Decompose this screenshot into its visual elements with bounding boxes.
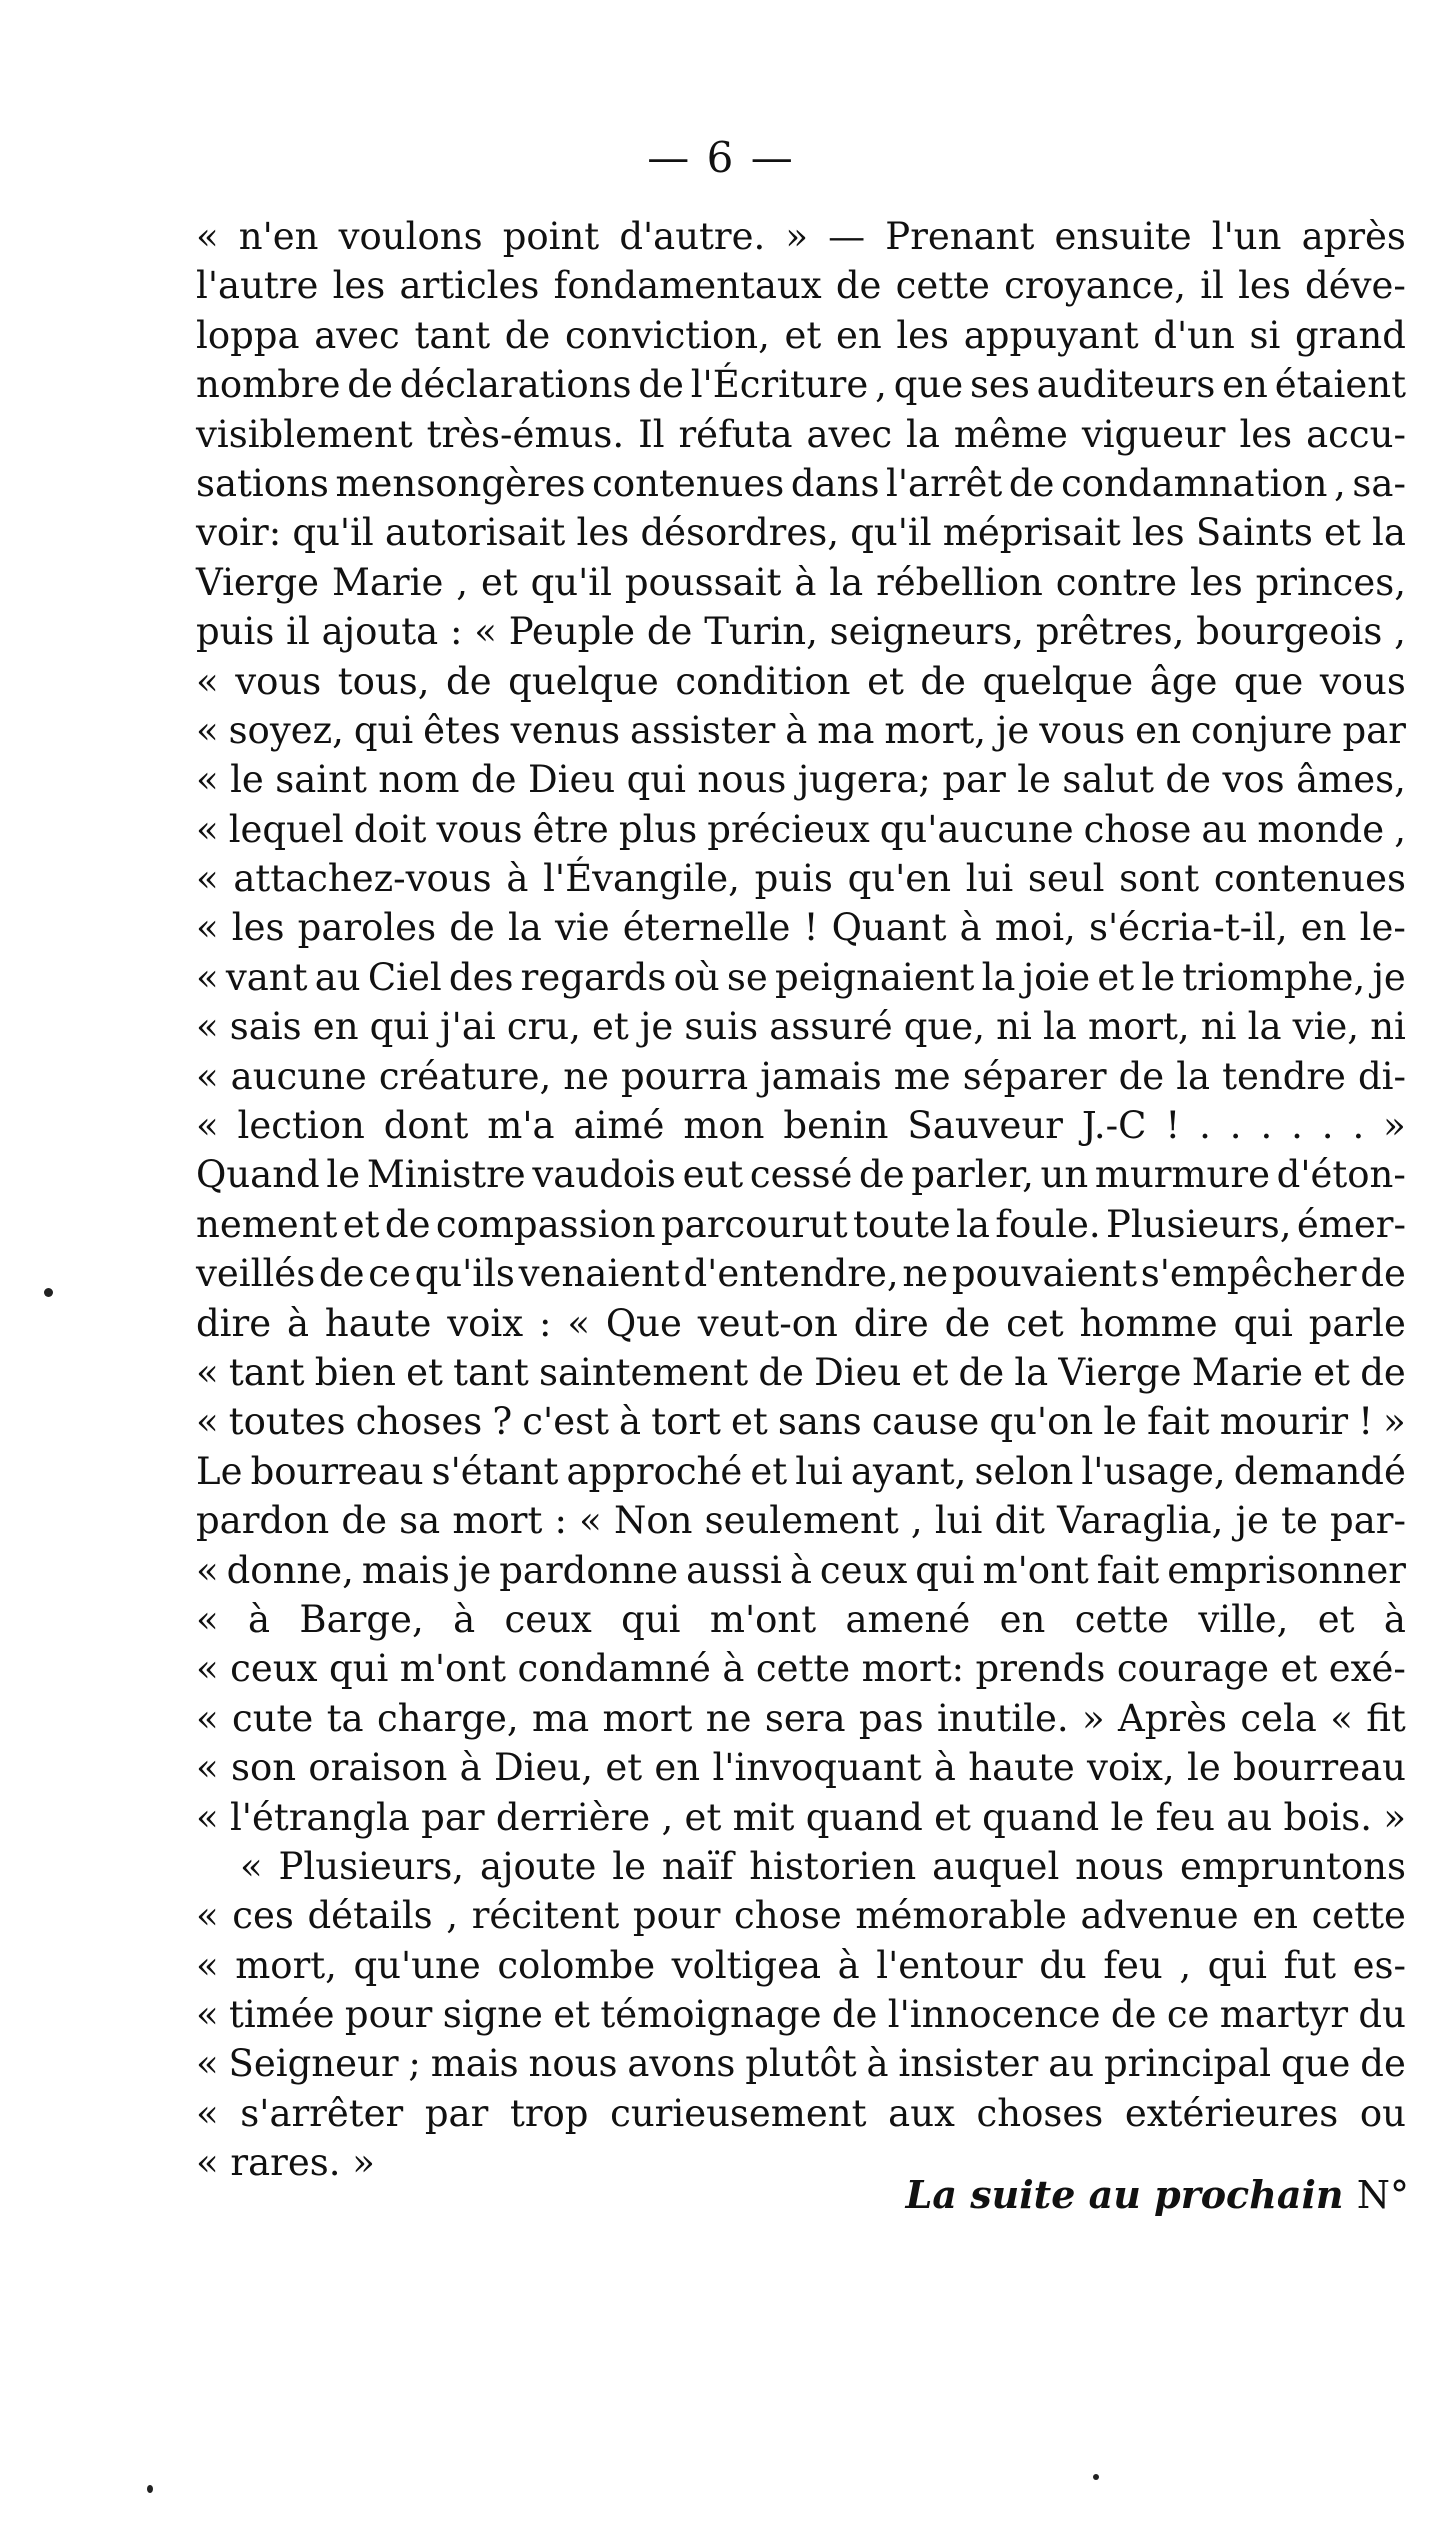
scan-speck [147, 2485, 153, 2493]
text-line: nement et de compassion parcourut toute la foule. Plusieurs, émer- [196, 1202, 1406, 1246]
text-line: nombre de déclarations de l'Écriture , que ses auditeurs en étaient [196, 363, 1406, 407]
text-line: visiblement très-émus. Il réfuta avec la même vigueur les accu- [196, 412, 1406, 456]
text-line: loppa avec tant de conviction, et en les appuyant d'un si grand [196, 313, 1406, 357]
text-line: « rares. » [196, 2141, 375, 2185]
text-line: « tant bien et tant saintement de Dieu et de la Vierge Marie et de [196, 1350, 1406, 1394]
text-line: « vous tous, de quelque condition et de quelque âge que vous [196, 659, 1406, 703]
text-line: « lection dont m'a aimé mon benin Sauveur J.-C ! . . . . . . » [196, 1104, 1406, 1148]
text-line: « le saint nom de Dieu qui nous jugera; par le salut de vos âmes, [196, 758, 1406, 802]
text-line: « toutes choses ? c'est à tort et sans cause qu'on le fait mourir ! » [196, 1400, 1406, 1444]
scan-speck [44, 1288, 53, 1297]
scan-speck [1093, 2474, 1099, 2480]
text-line: « mort, qu'une colombe voltigea à l'entour du feu , qui fut es- [196, 1943, 1406, 1987]
text-line: puis il ajouta : « Peuple de Turin, seigneurs, prêtres, bourgeois , [196, 610, 1406, 654]
text-line: « son oraison à Dieu, et en l'invoquant à haute voix, le bourreau [196, 1746, 1406, 1790]
continuation-number-sign: N° [1356, 2173, 1409, 2217]
text-line: « aucune créature, ne pourra jamais me séparer de la tendre di- [196, 1054, 1406, 1098]
text-line: « donne, mais je pardonne aussi à ceux qui m'ont fait emprisonner [196, 1548, 1406, 1592]
continuation-note [906, 2172, 1409, 2217]
text-line: « les paroles de la vie éternelle ! Quant à moi, s'écria-t-il, en le- [196, 906, 1406, 950]
text-line: pardon de sa mort : « Non seulement , lui dit Varaglia, je te par- [196, 1499, 1406, 1543]
text-line: Quand le Ministre vaudois eut cessé de parler, un murmure d'éton- [196, 1153, 1406, 1197]
text-line: Le bourreau s'étant approché et lui ayant, selon l'usage, demandé [196, 1449, 1406, 1493]
text-line: veillés de ce qu'ils venaient d'entendre, ne pouvaient s'empêcher de [196, 1252, 1406, 1296]
page-number: — 6 — [647, 133, 795, 182]
text-line: Vierge Marie , et qu'il poussait à la rébellion contre les princes, [196, 560, 1406, 604]
continuation-text: La suite au prochain [905, 2172, 1344, 2217]
text-line: l'autre les articles fondamentaux de cette croyance, il les déve- [196, 264, 1406, 308]
text-line: « s'arrêter par trop curieusement aux choses extérieures ou [196, 2091, 1406, 2135]
text-line: « soyez, qui êtes venus assister à ma mort, je vous en conjure par [196, 708, 1406, 752]
text-line: « timée pour signe et témoignage de l'innocence de ce martyr du [196, 1993, 1406, 2037]
text-line: « cute ta charge, ma mort ne sera pas inutile. » Après cela « fit [196, 1696, 1406, 1740]
text-line: « Plusieurs, ajoute le naïf historien auquel nous empruntons [240, 1844, 1406, 1888]
body-text [196, 212, 1406, 2188]
text-line: sations mensongères contenues dans l'arrêt de condamnation , sa- [196, 461, 1406, 505]
text-line: « ces détails , récitent pour chose mémorable advenue en cette [196, 1894, 1406, 1938]
text-line: « à Barge, à ceux qui m'ont amené en cette ville, et à [196, 1597, 1406, 1641]
text-line: « attachez-vous à l'Évangile, puis qu'en lui seul sont contenues [196, 857, 1406, 901]
text-line: « n'en voulons point d'autre. » — Prenant ensuite l'un après [196, 215, 1406, 258]
text-line: dire à haute voix : « Que veut-on dire de cet homme qui parle [196, 1301, 1406, 1345]
text-line: « ceux qui m'ont condamné à cette mort: prends courage et exé- [196, 1647, 1406, 1691]
text-line: « Seigneur ; mais nous avons plutôt à insister au principal que de [196, 2042, 1406, 2086]
text-line: « sais en qui j'ai cru, et je suis assuré que, ni la mort, ni la vie, ni [196, 1005, 1406, 1049]
text-line: « l'étrangla par derrière , et mit quand et quand le feu au bois. » [196, 1795, 1406, 1839]
text-line: « vant au Ciel des regards où se peignaient la joie et le triomphe, je [196, 955, 1406, 999]
text-line: « lequel doit vous être plus précieux qu'aucune chose au monde , [196, 807, 1406, 851]
text-line: voir: qu'il autorisait les désordres, qu'il méprisait les Saints et la [196, 511, 1406, 555]
